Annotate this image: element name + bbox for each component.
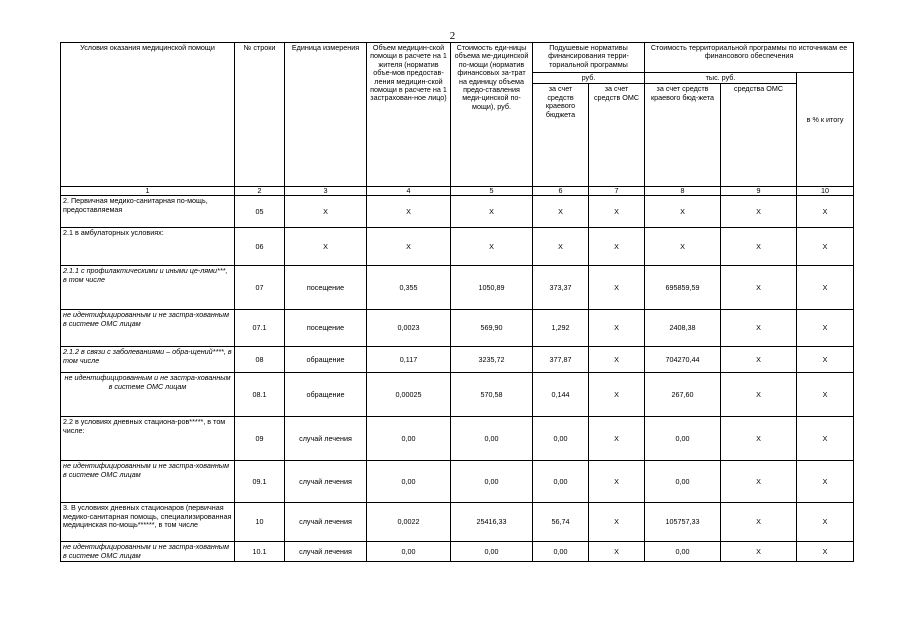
header-unit-cost: Стоимость еди-ницы объема ме-дицинской по-мощи (норматив финансовых за-трат на единицу объема предо-ставления меди-цинской по-мощи), руб. — [451, 43, 533, 187]
row-label: не идентифицированным и не застра-хованным в системе ОМС лицам — [61, 310, 235, 347]
table-cell: 0,144 — [533, 373, 589, 417]
column-number: 10 — [797, 187, 854, 196]
table-row — [61, 310, 854, 347]
table-cell: обращение — [285, 347, 367, 373]
table-cell: 377,87 — [533, 347, 589, 373]
row-label: не идентифицированным и не застра-хованным в системе ОМС лицам — [61, 461, 235, 503]
table-cell: Х — [797, 461, 854, 503]
table-cell: Х — [721, 266, 797, 310]
header-unit: Единица измерения — [285, 43, 367, 187]
table-cell: Х — [589, 310, 645, 347]
table-cell: 0,0022 — [367, 503, 451, 542]
column-number: 2 — [235, 187, 285, 196]
header-regional-budget: за счет средств краевого бюджета — [533, 84, 589, 187]
table-cell: Х — [797, 503, 854, 542]
table-cell: обращение — [285, 373, 367, 417]
table-cell: 1,292 — [533, 310, 589, 347]
row-number: 07.1 — [235, 310, 285, 347]
row-label: 2.2 в условиях дневных стациона-ров*****, в том числе: — [61, 417, 235, 461]
table-cell: Х — [721, 196, 797, 228]
table-cell: Х — [721, 503, 797, 542]
table-cell: 25416,33 — [451, 503, 533, 542]
table-cell: Х — [533, 228, 589, 266]
row-label: не идентифицированным и не застра-хованным в системе ОМС лицам — [61, 373, 235, 417]
column-number: 3 — [285, 187, 367, 196]
row-number: 09 — [235, 417, 285, 461]
table-cell: Х — [797, 228, 854, 266]
table-cell: 0,00025 — [367, 373, 451, 417]
table-cell: Х — [589, 417, 645, 461]
header-oms: за счет средств ОМС — [589, 84, 645, 187]
table-cell: Х — [533, 196, 589, 228]
table-cell: 695859,59 — [645, 266, 721, 310]
table-row — [61, 266, 854, 310]
table-row — [61, 461, 854, 503]
row-number: 08.1 — [235, 373, 285, 417]
table-cell: 704270,44 — [645, 347, 721, 373]
row-number: 07 — [235, 266, 285, 310]
table-cell: посещение — [285, 310, 367, 347]
table-cell: 105757,33 — [645, 503, 721, 542]
column-number: 6 — [533, 187, 589, 196]
row-number: 10 — [235, 503, 285, 542]
table-cell: Х — [285, 196, 367, 228]
table-cell: Х — [589, 266, 645, 310]
row-label: 3. В условиях дневных стационаров (первичная медико-санитарная помощь, специализированная медицинская по-мощь******, в том числе — [61, 503, 235, 542]
table-cell: 56,74 — [533, 503, 589, 542]
header-conditions: Условия оказания медицинской помощи — [61, 43, 235, 187]
header-row-number: № строки — [235, 43, 285, 187]
table-cell: 3235,72 — [451, 347, 533, 373]
table-cell: Х — [367, 228, 451, 266]
header-thousand-rub-unit: тыс. руб. — [645, 73, 797, 84]
table-cell: Х — [797, 542, 854, 562]
table-cell: Х — [797, 266, 854, 310]
table-cell: случай лечения — [285, 461, 367, 503]
header-per-capita-group: Подушевые нормативы финансирования терри-ториальной программы — [533, 43, 645, 73]
table-row — [61, 228, 854, 266]
table-cell: Х — [589, 196, 645, 228]
table-cell: Х — [285, 228, 367, 266]
table-cell: 0,00 — [367, 417, 451, 461]
table-cell: 0,00 — [451, 461, 533, 503]
column-numbers-row — [61, 187, 854, 196]
table-row — [61, 373, 854, 417]
column-number: 8 — [645, 187, 721, 196]
table-cell: 1050,89 — [451, 266, 533, 310]
table-cell: 0,00 — [533, 461, 589, 503]
column-number: 9 — [721, 187, 797, 196]
table-cell: Х — [721, 347, 797, 373]
header-regional-budget-cost: за счет средств краевого бюд-жета — [645, 84, 721, 187]
table-cell: Х — [721, 228, 797, 266]
table-cell: Х — [589, 503, 645, 542]
table-cell: 0,00 — [451, 542, 533, 562]
header-volume: Объем медицин-ской помощи в расчете на 1 жителя (норматив объе-мов предостав-ления медицин-ской помощи в расчете на 1 застрахован-ное лицо) — [367, 43, 451, 187]
row-number: 10.1 — [235, 542, 285, 562]
table-cell: Х — [721, 373, 797, 417]
row-number: 08 — [235, 347, 285, 373]
table-cell: Х — [797, 373, 854, 417]
table-cell: 0,00 — [645, 542, 721, 562]
header-oms-cost: средства ОМС — [721, 84, 797, 187]
table-row — [61, 542, 854, 562]
table-cell: Х — [589, 228, 645, 266]
header-program-cost-group: Стоимость территориальной программы по источникам ее финансового обеспечения — [645, 43, 854, 73]
table-cell: Х — [797, 417, 854, 461]
table-cell: 267,60 — [645, 373, 721, 417]
table-cell: Х — [797, 310, 854, 347]
table-cell: Х — [451, 228, 533, 266]
row-number: 06 — [235, 228, 285, 266]
table-cell: 0,00 — [645, 417, 721, 461]
program-cost-table — [60, 42, 854, 562]
table-cell: 0,00 — [367, 542, 451, 562]
table-cell: случай лечения — [285, 503, 367, 542]
table-cell: Х — [451, 196, 533, 228]
row-label: 2.1 в амбулаторных условиях: — [61, 228, 235, 266]
table-cell: Х — [797, 196, 854, 228]
row-label: не идентифицированным и не застра-хованным в системе ОМС лицам — [61, 542, 235, 562]
table-cell: 2408,38 — [645, 310, 721, 347]
table-cell: Х — [645, 228, 721, 266]
table-cell: Х — [589, 542, 645, 562]
table-cell: Х — [367, 196, 451, 228]
table-cell: 0,355 — [367, 266, 451, 310]
table-cell: случай лечения — [285, 417, 367, 461]
table-cell: 0,0023 — [367, 310, 451, 347]
table-cell: 373,37 — [533, 266, 589, 310]
header-rub-unit: руб. — [533, 73, 645, 84]
table-cell: Х — [589, 461, 645, 503]
column-number: 4 — [367, 187, 451, 196]
table-row — [61, 503, 854, 542]
table-cell: случай лечения — [285, 542, 367, 562]
table-cell: 569,90 — [451, 310, 533, 347]
table-row — [61, 196, 854, 228]
table-cell: 0,00 — [533, 417, 589, 461]
table-row — [61, 347, 854, 373]
table-cell: 570,58 — [451, 373, 533, 417]
table-cell: Х — [589, 347, 645, 373]
row-number: 05 — [235, 196, 285, 228]
table-cell: Х — [721, 417, 797, 461]
table-row — [61, 417, 854, 461]
table-cell: 0,00 — [451, 417, 533, 461]
table-cell: Х — [645, 196, 721, 228]
column-number: 7 — [589, 187, 645, 196]
table-cell: Х — [721, 542, 797, 562]
table-cell: 0,00 — [645, 461, 721, 503]
table-cell: 0,117 — [367, 347, 451, 373]
table-cell: Х — [797, 347, 854, 373]
header-percent: в % к итогу — [797, 73, 854, 187]
page-number: 2 — [449, 30, 456, 42]
row-number: 09.1 — [235, 461, 285, 503]
table-cell: посещение — [285, 266, 367, 310]
table-cell: 0,00 — [533, 542, 589, 562]
column-number: 5 — [451, 187, 533, 196]
row-label: 2.1.2 в связи с заболеваниями – обра-щений****, в том числе — [61, 347, 235, 373]
table-cell: Х — [721, 310, 797, 347]
table-cell: 0,00 — [367, 461, 451, 503]
column-number: 1 — [61, 187, 235, 196]
row-label: 2. Первичная медико-санитарная по-мощь, предоставляемая — [61, 196, 235, 228]
row-label: 2.1.1 с профилактическими и иными це-лями***, в том числе — [61, 266, 235, 310]
table-cell: Х — [589, 373, 645, 417]
table-cell: Х — [721, 461, 797, 503]
